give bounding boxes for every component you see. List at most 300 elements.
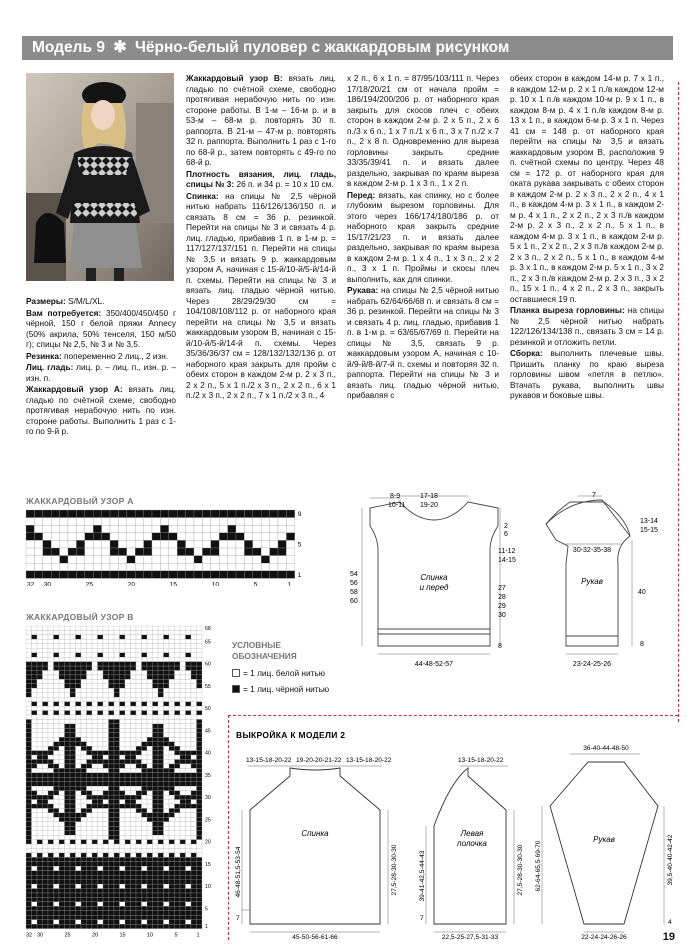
chart-a-x-label: 20 xyxy=(127,581,136,586)
chart-b-cell xyxy=(186,702,192,706)
chart-a-cell xyxy=(51,571,59,579)
dashed-divider-top xyxy=(228,715,678,716)
sleeve-2-dim-top: 36-40-44-48-50 xyxy=(583,745,629,752)
chart-b-cell xyxy=(197,840,203,844)
chart-b-cell xyxy=(180,889,186,893)
chart-b-cell xyxy=(158,800,164,804)
chart-b-cell xyxy=(98,813,104,817)
chart-b-cell xyxy=(98,866,104,870)
chart-b-cell xyxy=(164,840,170,844)
chart-b-cell xyxy=(43,800,49,804)
chart-b-cell xyxy=(37,831,43,835)
sleeve-outline xyxy=(546,500,630,646)
chart-b-cell xyxy=(70,844,76,848)
chart-b-cell xyxy=(142,724,148,728)
chart-b-cell xyxy=(169,635,175,639)
chart-a-cell xyxy=(278,518,286,526)
chart-b-cell xyxy=(87,693,93,697)
chart-b-cell xyxy=(65,751,71,755)
chart-b-cell xyxy=(32,773,38,777)
chart-b-cell xyxy=(175,773,181,777)
chart-b-cell xyxy=(43,626,49,630)
chart-b-cell xyxy=(32,844,38,848)
chart-b-cell xyxy=(43,644,49,648)
chart-b-cell xyxy=(164,684,170,688)
chart-b-cell xyxy=(120,915,126,919)
dim-r-30: 30 xyxy=(498,612,506,619)
chart-a-cell xyxy=(110,548,118,556)
chart-a-cell xyxy=(85,548,93,556)
chart-b-cell xyxy=(92,715,98,719)
chart-b-cell xyxy=(125,884,131,888)
chart-b-cell xyxy=(54,688,60,692)
chart-b-cell xyxy=(92,688,98,692)
chart-a-cell xyxy=(160,518,168,526)
chart-b-cell xyxy=(169,826,175,830)
chart-b-cell xyxy=(32,675,38,679)
chart-b-cell xyxy=(158,786,164,790)
chart-b-cell xyxy=(158,849,164,853)
chart-a-cell xyxy=(286,525,294,533)
chart-b-cell xyxy=(186,728,192,732)
chart-b-cell xyxy=(136,871,142,875)
chart-b-cell xyxy=(109,915,115,919)
chart-b-cell xyxy=(158,693,164,697)
chart-a-cell xyxy=(135,563,143,571)
chart-b-cell xyxy=(125,808,131,812)
chart-b-cell xyxy=(26,866,32,870)
chart-b-cell xyxy=(136,657,142,661)
chart-b-cell xyxy=(169,666,175,670)
chart-b-cell xyxy=(87,924,93,928)
chart-a-cell xyxy=(85,540,93,548)
chart-b-cell xyxy=(92,706,98,710)
chart-b-cell xyxy=(54,706,60,710)
chart-b-cell xyxy=(54,728,60,732)
chart-b-cell xyxy=(131,737,137,741)
chart-b-cell xyxy=(180,733,186,737)
chart-b-cell xyxy=(142,844,148,848)
chart-b-cell xyxy=(131,875,137,879)
chart-b-cell xyxy=(92,657,98,661)
chart-b-cell xyxy=(103,711,109,715)
chart-a-cell xyxy=(202,548,210,556)
chart-b-cell xyxy=(186,897,192,901)
chart-b-cell xyxy=(109,724,115,728)
chart-b-cell xyxy=(136,675,142,679)
chart-b-cell xyxy=(37,777,43,781)
chart-b-cell xyxy=(120,893,126,897)
chart-b-cell xyxy=(37,671,43,675)
text-column-2 xyxy=(186,73,336,402)
chart-a-cell xyxy=(169,540,177,548)
sleeve-dim-top: 7 xyxy=(592,492,596,499)
chart-b-y-label: 68 xyxy=(205,626,211,632)
chart-b-cell xyxy=(142,835,148,839)
chart-b-cell xyxy=(164,831,170,835)
chart-b-cell xyxy=(59,760,65,764)
chart-b-cell xyxy=(175,702,181,706)
chart-b-cell xyxy=(131,768,137,772)
chart-b-cell xyxy=(65,826,71,830)
chart-b-cell xyxy=(76,666,82,670)
chart-b-cell xyxy=(131,635,137,639)
chart-b-cell xyxy=(142,742,148,746)
chart-b-cell xyxy=(147,897,153,901)
chart-b-cell xyxy=(48,751,54,755)
chart-a-cell xyxy=(118,571,126,579)
model-title: Чёрно-белый пуловер с жаккардовым рисунком xyxy=(134,39,510,56)
chart-b-cell xyxy=(59,657,65,661)
chart-b-cell xyxy=(70,884,76,888)
chart-b-cell xyxy=(103,844,109,848)
chart-b-cell xyxy=(136,737,142,741)
chart-b-cell xyxy=(76,644,82,648)
chart-a-cell xyxy=(26,571,34,579)
chart-b-cell xyxy=(169,697,175,701)
chart-b-cell xyxy=(48,648,54,652)
chart-b-cell xyxy=(103,866,109,870)
chart-b-cell xyxy=(81,768,87,772)
chart-b-cell xyxy=(32,795,38,799)
chart-b-cell xyxy=(147,773,153,777)
chart-a-cell xyxy=(177,548,185,556)
chart-b-cell xyxy=(43,662,49,666)
chart-b-cell xyxy=(59,630,65,634)
chart-b-cell xyxy=(92,639,98,643)
front-text: вязать, как спинку, но с более глубоким вырезом горловины. Для этого через 166/174/180/186 р. от наборного края закрыть средние 15/17/21/23 п. и вязать далее раздельно, закрывая по краям выреза в каждом 2-м р. 1 х 4 п., 1 х 3 п., 2 х 2 п., 3 х 1 п. Проймы и скосы плеч выполнить, как для спинки. xyxy=(347,189,500,284)
dim-top-mid-2: 19-20 xyxy=(420,502,438,509)
chart-b-cell xyxy=(59,817,65,821)
chart-b-cell xyxy=(191,626,197,630)
chart-b-cell xyxy=(164,768,170,772)
chart-b-cell xyxy=(136,866,142,870)
chart-b-cell xyxy=(164,884,170,888)
chart-b-cell xyxy=(81,906,87,910)
chart-b-cell xyxy=(191,884,197,888)
chart-b-cell xyxy=(37,728,43,732)
chart-a-cell xyxy=(261,533,269,541)
chart-b-cell xyxy=(76,826,82,830)
chart-b-cell xyxy=(125,742,131,746)
chart-b-cell xyxy=(153,782,159,786)
chart-b-cell xyxy=(191,791,197,795)
chart-b-cell xyxy=(147,875,153,879)
chart-b-cell xyxy=(103,697,109,701)
chart-a-cell xyxy=(244,525,252,533)
chart-b-cell xyxy=(186,760,192,764)
chart-b-cell xyxy=(26,893,32,897)
chart-b-cell xyxy=(92,711,98,715)
chart-b-cell xyxy=(186,657,192,661)
chart-b-cell xyxy=(147,795,153,799)
chart-b-cell xyxy=(54,808,60,812)
chart-b-cell xyxy=(131,684,137,688)
chart-b-cell xyxy=(120,871,126,875)
chart-b-cell xyxy=(109,675,115,679)
chart-b-cell xyxy=(98,777,104,781)
chart-b-cell xyxy=(98,853,104,857)
chart-b-cell xyxy=(92,773,98,777)
chart-b-cell xyxy=(158,773,164,777)
chart-b-cell xyxy=(169,786,175,790)
front-label-1: Левая xyxy=(460,829,484,838)
chart-b-cell xyxy=(175,679,181,683)
chart-b-cell xyxy=(197,782,203,786)
chart-b-cell xyxy=(43,711,49,715)
chart-b-cell xyxy=(114,671,120,675)
chart-b-cell xyxy=(37,884,43,888)
chart-b-cell xyxy=(153,760,159,764)
chart-b-cell xyxy=(87,764,93,768)
dim-r-6: 6 xyxy=(504,531,508,538)
chart-b-cell xyxy=(131,822,137,826)
chart-b-cell xyxy=(169,857,175,861)
chart-b-cell xyxy=(70,639,76,643)
chart-b-cell xyxy=(197,853,203,857)
chart-b-cell xyxy=(147,648,153,652)
chart-b-cell xyxy=(54,737,60,741)
chart-a-x-label: 32 xyxy=(27,581,35,586)
chart-b-cell xyxy=(103,813,109,817)
chart-b-cell xyxy=(59,857,65,861)
chart-a-cell xyxy=(43,518,51,526)
chart-b-cell xyxy=(186,924,192,928)
chart-b-cell xyxy=(87,804,93,808)
chart-b-cell xyxy=(76,630,82,634)
chart-a-cell xyxy=(110,540,118,548)
chart-b-cell xyxy=(59,777,65,781)
chart-b-x-label: 5 xyxy=(174,932,178,939)
chart-b-cell xyxy=(103,724,109,728)
chart-b-cell xyxy=(131,804,137,808)
chart-b-cell xyxy=(54,715,60,719)
chart-b-cell xyxy=(37,684,43,688)
chart-b-cell xyxy=(136,719,142,723)
chart-b-cell xyxy=(26,635,32,639)
chart-b-cell xyxy=(197,760,203,764)
chart-b-cell xyxy=(54,662,60,666)
chart-a-x-label: 30 xyxy=(43,581,52,586)
chart-a-cell xyxy=(93,518,101,526)
chart-b-cell xyxy=(136,760,142,764)
chart-b-cell xyxy=(153,853,159,857)
chart-b-cell xyxy=(87,662,93,666)
chart-b-cell xyxy=(59,871,65,875)
chart-b-cell xyxy=(153,662,159,666)
chart-b-cell xyxy=(32,920,38,924)
chart-a-cell xyxy=(102,525,110,533)
chart-a-cell xyxy=(127,533,135,541)
chart-a-cell xyxy=(110,556,118,564)
chart-b-cell xyxy=(109,862,115,866)
chart-b-cell xyxy=(92,822,98,826)
chart-b-cell xyxy=(153,826,159,830)
chart-b-cell xyxy=(114,719,120,723)
chart-b-cell xyxy=(147,671,153,675)
chart-b-cell xyxy=(120,822,126,826)
chart-b-cell xyxy=(87,897,93,901)
chart-a-cell xyxy=(76,525,84,533)
chart-a-cell xyxy=(34,540,42,548)
chart-b-cell xyxy=(125,728,131,732)
chart-b-cell xyxy=(26,897,32,901)
legend-black xyxy=(232,684,329,695)
chart-b-cell xyxy=(158,813,164,817)
chart-b-cell xyxy=(109,644,115,648)
dim-r-29: 29 xyxy=(498,603,506,610)
chart-b-cell xyxy=(65,679,71,683)
chart-b-cell xyxy=(158,666,164,670)
chart-b-cell xyxy=(26,915,32,919)
chart-b-cell xyxy=(70,786,76,790)
chart-b-cell xyxy=(191,862,197,866)
chart-a-cell xyxy=(244,548,252,556)
chart-b-cell xyxy=(43,630,49,634)
chart-b-cell xyxy=(153,884,159,888)
chart-b-cell xyxy=(54,693,60,697)
chart-b-cell xyxy=(98,693,104,697)
chart-b-cell xyxy=(26,782,32,786)
chart-b-cell xyxy=(197,920,203,924)
chart-b-cell xyxy=(164,871,170,875)
chart-b-cell xyxy=(147,768,153,772)
chart-b-cell xyxy=(120,630,126,634)
chart-b-cell xyxy=(87,862,93,866)
chart-b-cell xyxy=(186,773,192,777)
chart-b-cell xyxy=(26,679,32,683)
chart-b-cell xyxy=(109,653,115,657)
chart-b-cell xyxy=(54,675,60,679)
chart-b-cell xyxy=(103,635,109,639)
chart-a-cell xyxy=(60,548,68,556)
chart-b-cell xyxy=(186,871,192,875)
chart-b-cell xyxy=(186,671,192,675)
chart-a-cell xyxy=(228,540,236,548)
chart-b-cell xyxy=(120,653,126,657)
chart-b-cell xyxy=(186,791,192,795)
chart-b-x-label: 1 xyxy=(196,932,200,939)
chart-b-cell xyxy=(120,706,126,710)
chart-b-cell xyxy=(109,902,115,906)
chart-b-cell xyxy=(147,679,153,683)
chart-b-cell xyxy=(153,635,159,639)
chart-b-cell xyxy=(59,719,65,723)
chart-b-cell xyxy=(87,724,93,728)
chart-a-cell xyxy=(60,556,68,564)
chart-b-cell xyxy=(26,644,32,648)
chart-b-cell xyxy=(147,826,153,830)
chart-b-cell xyxy=(32,724,38,728)
chart-b-cell xyxy=(125,840,131,844)
chart-b-cell xyxy=(81,915,87,919)
chart-b-cell xyxy=(136,630,142,634)
chart-b-cell xyxy=(131,849,137,853)
chart-b-cell xyxy=(87,817,93,821)
chart-a-cell xyxy=(177,510,185,518)
chart-b-cell xyxy=(37,795,43,799)
chart-a-cell xyxy=(211,510,219,518)
sleeve-dim-bottom: 23-24-25-26 xyxy=(572,661,612,668)
chart-b-cell xyxy=(65,657,71,661)
chart-b-cell xyxy=(169,915,175,919)
chart-b-cell xyxy=(92,786,98,790)
chart-b-cell xyxy=(32,715,38,719)
chart-b-cell xyxy=(70,817,76,821)
chart-b-cell xyxy=(120,635,126,639)
chart-a-cell xyxy=(278,548,286,556)
chart-b-cell xyxy=(26,697,32,701)
chart-b-cell xyxy=(186,817,192,821)
chart-b-cell xyxy=(153,831,159,835)
chart-b-cell xyxy=(43,831,49,835)
chart-b-cell xyxy=(191,693,197,697)
chart-b-cell xyxy=(120,662,126,666)
chart-b-cell xyxy=(158,906,164,910)
chart-b-cell xyxy=(197,849,203,853)
neckband-text: на спицы № 2,5 чёрной нитью набрать 122/126/134/138 п., связать 3 см = 14 р. резинкой и отложить петли. xyxy=(510,305,664,347)
chart-b-cell xyxy=(109,795,115,799)
chart-b-cell xyxy=(76,782,82,786)
chart-b-cell xyxy=(164,746,170,750)
chart-b-cell xyxy=(109,835,115,839)
chart-b-cell xyxy=(65,626,71,630)
chart-b-cell xyxy=(136,764,142,768)
chart-b-cell xyxy=(109,711,115,715)
chart-b-cell xyxy=(32,742,38,746)
chart-a-cell xyxy=(202,510,210,518)
chart-a-cell xyxy=(152,533,160,541)
chart-b-cell xyxy=(59,626,65,630)
chart-b-cell xyxy=(164,688,170,692)
chart-b-cell xyxy=(142,711,148,715)
chart-b-cell xyxy=(164,719,170,723)
chart-b-y-label: 50 xyxy=(205,706,211,713)
chart-b-cell xyxy=(136,906,142,910)
sleeve-2-dim-right: 39,5-40-40-42-42 xyxy=(667,834,674,886)
chart-a-cell xyxy=(144,525,152,533)
chart-b-cell xyxy=(136,648,142,652)
chart-b-cell xyxy=(147,800,153,804)
chart-b-cell xyxy=(70,866,76,870)
chart-b-cell xyxy=(65,777,71,781)
chart-b-cell xyxy=(164,786,170,790)
chart-b-cell xyxy=(147,742,153,746)
chart-b-cell xyxy=(197,804,203,808)
chart-b-cell xyxy=(142,889,148,893)
chart-b-cell xyxy=(26,840,32,844)
chart-b-cell xyxy=(76,795,82,799)
chart-b-cell xyxy=(76,755,82,759)
chart-b-cell xyxy=(158,782,164,786)
chart-b-cell xyxy=(197,702,203,706)
chart-b-cell xyxy=(76,911,82,915)
chart-b-cell xyxy=(26,884,32,888)
chart-b-cell xyxy=(59,866,65,870)
chart-b-cell xyxy=(65,711,71,715)
chart-b-cell xyxy=(70,746,76,750)
chart-a-cell xyxy=(102,548,110,556)
chart-b-cell xyxy=(142,853,148,857)
chart-b-cell xyxy=(136,813,142,817)
chart-b-cell xyxy=(175,684,181,688)
chart-b-cell xyxy=(180,755,186,759)
chart-b-cell xyxy=(142,911,148,915)
chart-a-x-label: 5 xyxy=(253,581,258,586)
chart-b-cell xyxy=(103,804,109,808)
chart-b-cell xyxy=(197,715,203,719)
chart-b-cell xyxy=(37,764,43,768)
